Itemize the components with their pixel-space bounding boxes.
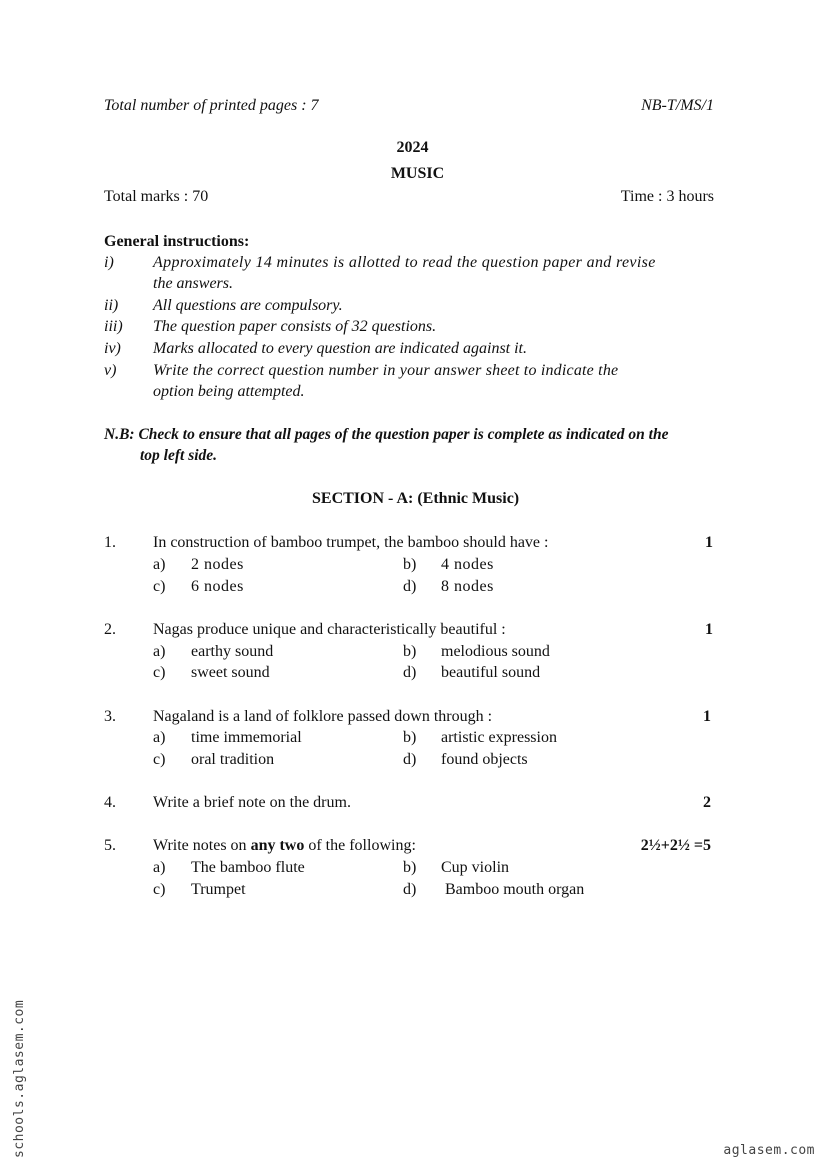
option-text: artistic expression [441, 729, 557, 746]
option-label: a) [153, 729, 166, 746]
option-text: Bamboo mouth organ [441, 881, 585, 898]
question-marks: 1 [705, 534, 713, 551]
watermark-left: schools.aglasem.com [12, 999, 27, 1158]
question-text [153, 835, 416, 856]
option-text: time immemorial [191, 729, 302, 746]
option-label: b) [403, 859, 417, 876]
option-text: beautiful sound [441, 664, 541, 681]
option-text: oral tradition [191, 751, 275, 768]
question-text-part: Write notes on [153, 837, 251, 854]
option-label: a) [153, 859, 166, 876]
option-label: c) [153, 751, 166, 768]
option-label: b) [403, 729, 417, 746]
instruction-number: i) [104, 254, 114, 271]
paper-code: NB-T/MS/1 [641, 97, 714, 114]
option-label: b) [403, 643, 417, 660]
option-text: sweet sound [191, 664, 270, 681]
option-label: b) [403, 556, 417, 573]
question-number: 2. [104, 621, 116, 638]
question-marks: 2½+2½ =5 [640, 837, 711, 854]
total-marks: Total marks : 70 [104, 188, 209, 205]
instruction-text: All questions are compulsory. [153, 297, 343, 314]
option-label: d) [403, 881, 417, 898]
option-label: d) [403, 578, 417, 595]
question-number: 5. [104, 837, 116, 854]
instruction-number: ii) [104, 297, 119, 314]
exam-time: Time : 3 hours [620, 188, 714, 205]
option-text: 8 nodes [441, 578, 494, 595]
option-text: Cup violin [441, 859, 510, 876]
section-title: SECTION - A: (Ethnic Music) [312, 490, 520, 507]
option-text: melodious sound [441, 643, 550, 660]
option-text: found objects [441, 751, 528, 768]
instructions-heading: General instructions: [104, 233, 250, 250]
option-text: 6 nodes [191, 578, 244, 595]
question-marks: 1 [705, 621, 713, 638]
exam-year: 2024 [396, 139, 429, 156]
option-text: 2 nodes [191, 556, 244, 573]
printed-pages-note: Total number of printed pages : 7 [104, 97, 319, 114]
option-label: c) [153, 881, 166, 898]
subject-title: MUSIC [390, 165, 445, 182]
option-label: a) [153, 643, 166, 660]
option-text: earthy sound [191, 643, 274, 660]
watermark-right: aglasem.com [723, 1143, 815, 1158]
option-text: The bamboo flute [191, 859, 305, 876]
instruction-text: The question paper consists of 32 questions. [153, 318, 437, 335]
option-label: d) [403, 664, 417, 681]
question-marks: 1 [703, 708, 711, 725]
instruction-text: Approximately 14 minutes is allotted to read the question paper and revise [153, 254, 656, 271]
option-label: d) [403, 751, 417, 768]
instruction-number: iii) [104, 318, 123, 335]
instruction-number: iv) [104, 340, 121, 357]
question-text: Nagaland is a land of folklore passed down through : [153, 708, 493, 725]
question-text: Nagas produce unique and characteristically beautiful : [153, 621, 506, 638]
instruction-text: Marks allocated to every question are indicated against it. [153, 340, 527, 357]
option-text: 4 nodes [441, 556, 494, 573]
instruction-text: Write the correct question number in your answer sheet to indicate the [153, 362, 619, 379]
nb-note-cont: top left side. [140, 447, 218, 464]
nb-note: N.B: Check to ensure that all pages of the question paper is complete as indicated on the [104, 426, 669, 443]
instruction-text-cont: the answers. [153, 275, 233, 292]
option-label: c) [153, 664, 166, 681]
option-label: c) [153, 578, 166, 595]
question-number: 3. [104, 708, 116, 725]
question-text: Write a brief note on the drum. [153, 794, 351, 811]
question-text: In construction of bamboo trumpet, the bamboo should have : [153, 534, 549, 551]
option-text: Trumpet [191, 881, 246, 898]
question-marks: 2 [703, 794, 711, 811]
question-number: 4. [104, 794, 116, 811]
option-label: a) [153, 556, 166, 573]
question-text-part: of the following: [304, 837, 416, 854]
question-text-emphasis: any two [250, 837, 305, 854]
instruction-number: v) [104, 362, 117, 379]
question-number: 1. [104, 534, 116, 551]
instruction-text-cont: option being attempted. [153, 383, 305, 400]
